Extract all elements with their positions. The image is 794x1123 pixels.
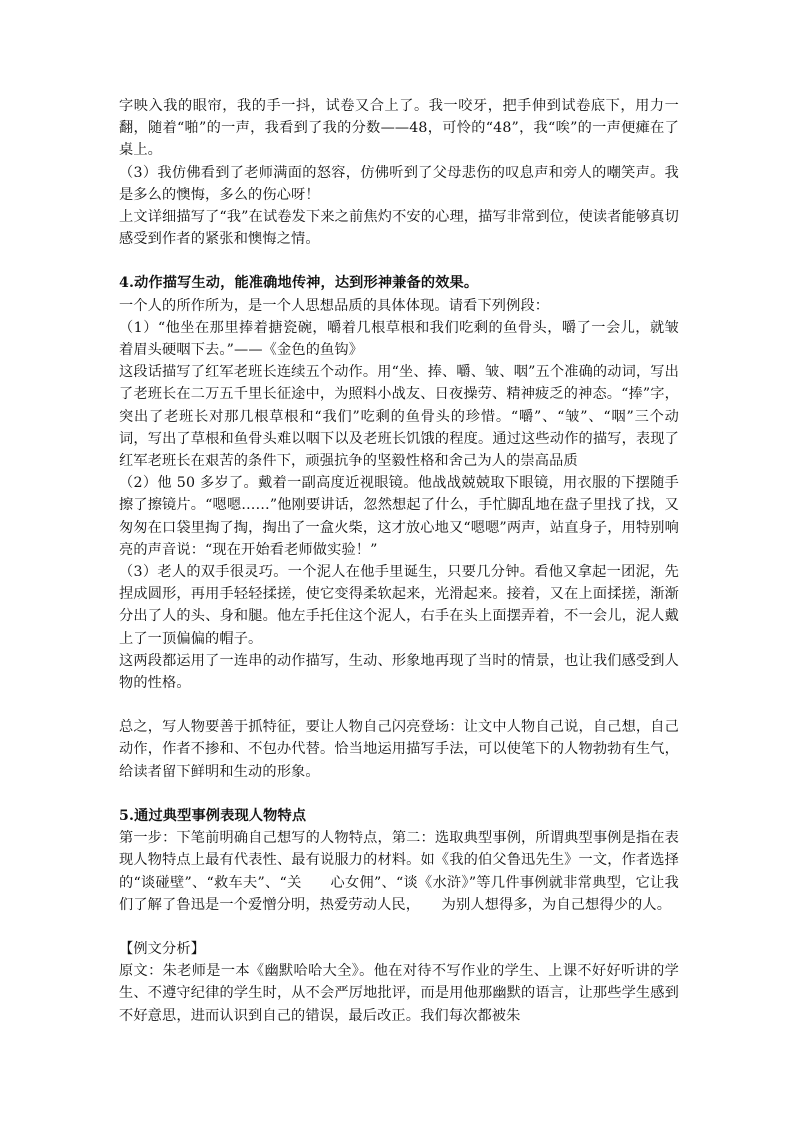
paragraph: 这段话描写了红军老班长连续五个动作。用“坐、捧、嚼、皱、咽”五个准确的动词，写出了老班长在二万五千里长征途中，为照料小战友、日夜操劳、精神疲乏的神态。“捧”字，突出了老班长对那几根草根和“我们”吃剩的鱼骨头的珍惜。“嚼”、“皱”、“咽”三个动词，写出了草根和鱼骨头难以咽下以及老班长饥饿的程度。通过这些动作的描写，表现了红军老班长在艰苦的条件下，顽强抗争的坚毅性格和舍己为人的崇高品质 — [119, 364, 679, 470]
section-heading: 【例文分析】 — [119, 940, 206, 957]
paragraph: （2）他 50 多岁了。戴着一副高度近视眼镜。他战战兢兢取下眼镜，用衣服的下摆随手擦了擦镜片。“嗯嗯……”他刚要讲话，忽然想起了什么，手忙脚乱地在盘子里找了找，又匆匆在口袋里掏了掏，掏出了一盒火柴，这才放心地又“嗯嗯”两声，站直身子，用特别响亮的声音说：“现在开始看老师做实验！” — [119, 475, 679, 558]
paragraph: （1）“他坐在那里捧着搪瓷碗，嚼着几根草根和我们吃剩的鱼骨头，嚼了一会儿，就皱着眉头硬咽下去。”——《金色的鱼钩》 — [119, 319, 679, 359]
paragraph: 总之，写人物要善于抓特征，要让人物自己闪亮登场：让文中人物自己说，自己想，自己动作，作者不掺和、不包办代替。恰当地运用描写手法，可以使笔下的人物勃勃有生气，给读者留下鲜明和生动的形象。 — [119, 719, 679, 780]
section-heading: 4.动作描写生动，能准确地传神，达到形神兼备的效果。 — [119, 275, 479, 292]
paragraph: 第一步：下笔前明确自己想写的人物特点，第二：选取典型事例，所谓典型事例是指在表现人物特点上最有代表性、最有说服力的材料。如《我的伯父鲁迅先生》一文，作者选择的“谈碰壁”、“救车夫”、“关 心女佣”、“谈《水浒》”等几件事例就非常典型，它让我们了解了鲁迅是一个爱憎分明，热爱劳动人民， 为别人想得多，为自己想得少的人。 — [119, 830, 679, 913]
section-heading: 5.通过典型事例表现人物特点 — [119, 807, 307, 824]
paragraph: （3）老人的双手很灵巧。一个泥人在他手里诞生，只要几分钟。看他又拿起一团泥，先捏成圆形，再用手轻轻揉搓，使它变得柔软起来，光滑起来。接着，又在上面揉搓，渐渐分出了人的头、身和腿。他左手托住这个泥人，右手在头上面摆弄着，不一会儿，泥人戴上了一顶偏偏的帽子。 — [119, 564, 679, 647]
paragraph: 这两段都运用了一连串的动作描写，生动、形象地再现了当时的情景，也让我们感受到人物的性格。 — [119, 652, 679, 692]
paragraph: 一个人的所作所为，是一个人思想品质的具体体现。请看下列例段： — [119, 297, 550, 314]
paragraph: （3）我仿佛看到了老师满面的怒容，仿佛听到了父母悲伤的叹息声和旁人的嘲笑声。我是多么的懊悔，多么的伤心呀！ — [119, 164, 679, 203]
paragraph: 上文详细描写了“我”在试卷发下来之前焦灼不安的心理，描写非常到位，使读者能够真切感受到作者的紧张和懊悔之情。 — [119, 209, 679, 248]
paragraph: 字映入我的眼帘，我的手一抖，试卷又合上了。我一咬牙，把手伸到试卷底下，用力一翻，随着“啪”的一声，我看到了我的分数——48，可怜的“48”，我“唉”的一声便瘫在了桌上。 — [119, 98, 679, 159]
paragraph: 原文：朱老师是一本《幽默哈哈大全》。他在对待不写作业的学生、上课不好好听讲的学生、不遵守纪律的学生时，从不会严厉地批评，而是用他那幽默的语言，让那些学生感到不好意思，进而认识到自己的错误，最后改正。我们每次都被朱 — [119, 963, 679, 1024]
document-page — [119, 95, 679, 1027]
